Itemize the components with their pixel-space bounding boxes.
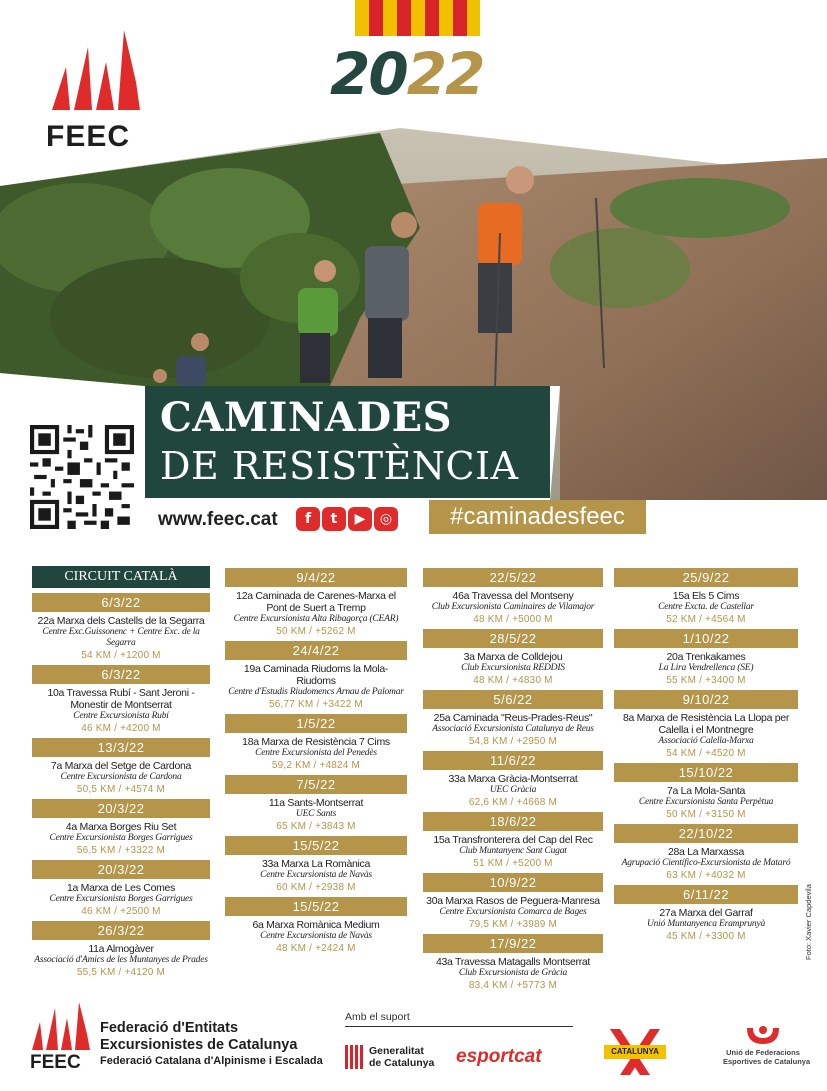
event-name: 10a Travessa Rubí - Sant Jeroni - Monestir de Montserrat <box>47 687 195 711</box>
event-date: 28/5/22 <box>423 629 603 648</box>
year-part-2: 22 <box>406 40 484 108</box>
event-item <box>614 885 798 943</box>
mountain-icon <box>44 22 154 122</box>
event-stats: 55,5 KM / +4120 M <box>76 967 166 978</box>
event-date: 1/10/22 <box>614 629 798 648</box>
event-item <box>225 568 407 638</box>
event-date: 24/4/22 <box>225 641 407 660</box>
event-name: 25a Caminada "Reus-Prades-Reus" <box>433 712 593 724</box>
event-name: 28a La Marxassa <box>667 846 745 858</box>
event-name: 11a Sants-Montserrat <box>268 797 364 809</box>
event-name: 7a Marxa del Setge de Cardona <box>50 760 192 772</box>
event-stats: 48 KM / +5000 M <box>473 614 553 625</box>
event-club: Unió Muntanyenca Eramprunyà <box>646 919 766 929</box>
event-club: Centre Excursionista Rubí <box>73 711 169 721</box>
logo-text: FEEC <box>46 120 131 153</box>
event-stats: 54 KM / +4520 M <box>666 748 746 759</box>
event-stats: 60 KM / +2938 M <box>276 882 356 893</box>
event-name: 43a Travessa Matagalls Montserrat <box>435 956 591 968</box>
event-club: Club Excursionista Caminaires de Vilamajor <box>431 602 595 612</box>
event-club: Centre Excursionista Santa Perpètua <box>638 797 774 807</box>
year-title <box>330 40 505 108</box>
event-item <box>32 921 210 979</box>
event-item <box>614 763 798 821</box>
event-name: 46a Travessa del Montseny <box>452 590 574 602</box>
ufec-mark-icon <box>743 1024 783 1048</box>
event-name: 20a Trenkakames <box>666 651 746 663</box>
event-name: 33a Marxa Gràcia-Montserrat <box>448 773 578 785</box>
event-date: 9/4/22 <box>225 568 407 587</box>
website-link[interactable]: www.feec.cat <box>158 509 278 530</box>
event-club: Centre Excta. de Castellar <box>658 602 754 612</box>
event-item <box>423 873 603 931</box>
event-club: Club Excursionista de Gràcia <box>458 968 568 978</box>
youtube-icon[interactable]: ▶ <box>348 507 372 531</box>
event-club: Centre Excursionista Borges Garrigues <box>49 894 193 904</box>
event-name: 12a Caminada de Carenes-Marxa el Pont de Suert a Tremp <box>236 590 396 614</box>
event-date: 18/6/22 <box>423 812 603 831</box>
event-date: 1/5/22 <box>225 714 407 733</box>
event-item <box>423 934 603 992</box>
event-club: Centre Excursionista de Navàs <box>260 870 372 880</box>
event-club: Agrupació Científico-Excursionista de Mataró <box>621 858 791 868</box>
event-name: 15a Els 5 Cims <box>672 590 740 602</box>
event-date: 17/9/22 <box>423 934 603 953</box>
event-date: 20/3/22 <box>32 799 210 818</box>
catalunya-text: CATALUNYA <box>604 1045 666 1059</box>
event-stats: 46 KM / +2500 M <box>81 906 161 917</box>
event-club: Centre Excursionista de Cardona <box>60 772 182 782</box>
social-icons <box>296 507 398 531</box>
event-stats: 50 KM / +5262 M <box>276 626 356 637</box>
fed-logo-text: FEEC <box>30 1052 81 1072</box>
event-club: Club Excursionista REDDIS <box>461 663 565 673</box>
event-stats: 83,4 KM / +5773 M <box>468 980 558 991</box>
event-date: 5/6/22 <box>423 690 603 709</box>
facebook-icon[interactable]: f <box>296 507 320 531</box>
title-line-1: CAMINADES <box>160 394 453 441</box>
event-club: La Lira Vendrellenca (SE) <box>658 663 754 673</box>
event-date: 10/9/22 <box>423 873 603 892</box>
event-club: Centre Excursionista Comarca de Bages <box>439 907 587 917</box>
event-stats: 46 KM / +4200 M <box>81 723 161 734</box>
event-stats: 55 KM / +3400 M <box>666 675 746 686</box>
federation-logo[interactable] <box>30 1000 100 1072</box>
federation-name-3: Federació Catalana d'Alpinisme i Escalada <box>100 1055 323 1067</box>
event-club: Club Muntanyenc Sant Cugat <box>459 846 567 856</box>
federation-name-2: Excursionistes de Catalunya <box>100 1037 298 1053</box>
event-item <box>423 629 603 687</box>
event-stats: 48 KM / +4830 M <box>473 675 553 686</box>
event-stats: 59,2 KM / +4824 M <box>271 760 361 771</box>
circuit-label: CIRCUIT CATALÀ <box>32 566 210 588</box>
instagram-icon[interactable]: ◎ <box>374 507 398 531</box>
event-date: 6/3/22 <box>32 665 210 684</box>
event-date: 7/5/22 <box>225 775 407 794</box>
event-stats: 63 KM / +4032 M <box>666 870 746 881</box>
event-stats: 65 KM / +3843 M <box>276 821 356 832</box>
event-name: 3a Marxa de Colldejou <box>463 651 563 663</box>
event-name: 33a Marxa La Romànica <box>261 858 371 870</box>
event-club: Centre Excursionista de Navàs <box>260 931 372 941</box>
event-name: 11a Almogàver <box>88 943 154 955</box>
event-stats: 50 KM / +3150 M <box>666 809 746 820</box>
event-date: 6/11/22 <box>614 885 798 904</box>
event-item <box>225 897 407 955</box>
event-date: 22/10/22 <box>614 824 798 843</box>
event-stats: 50,5 KM / +4574 M <box>76 784 166 795</box>
event-name: 15a Transfronterera del Cap del Rec <box>433 834 593 846</box>
event-club: Associació Calella-Marxa <box>658 736 754 746</box>
esportcat-logo[interactable]: esportcat <box>456 1046 542 1067</box>
catalan-flag <box>355 0 480 36</box>
support-label: Amb el suport <box>345 1011 410 1023</box>
event-club: Associació Excursionista Catalunya de Reus <box>432 724 594 734</box>
twitter-icon[interactable]: t <box>322 507 346 531</box>
event-item <box>32 860 210 918</box>
event-name: 30a Marxa Rasos de Peguera-Manresa <box>426 895 600 907</box>
event-item <box>32 738 210 796</box>
event-item <box>423 812 603 870</box>
title-line-2: DE RESISTÈNCIA <box>160 444 519 488</box>
event-stats: 62,6 KM / +4668 M <box>468 797 558 808</box>
event-item <box>423 751 603 809</box>
event-club: Associació d'Amics de les Muntanyes de Prades <box>34 955 208 965</box>
event-club: Centre Excursionista del Penedès <box>255 748 377 758</box>
event-item <box>32 593 210 662</box>
event-date: 15/10/22 <box>614 763 798 782</box>
ufec-line-2: Esportives de Catalunya <box>723 1057 811 1066</box>
event-club: Centre Excursionista Borges Garrigues <box>49 833 193 843</box>
event-item <box>614 824 798 882</box>
generalitat-line-1: Generalitat <box>369 1045 424 1057</box>
event-item <box>614 568 798 626</box>
federation-name-1: Federació d'Entitats <box>100 1020 239 1036</box>
event-stats: 79,5 KM / +3989 M <box>468 919 558 930</box>
event-name: 18a Marxa de Resistència 7 Cims <box>242 736 390 748</box>
event-date: 15/5/22 <box>225 836 407 855</box>
event-item <box>225 775 407 833</box>
event-club: Centre Excursionista Alta Ribagorça (CEAR) <box>233 614 399 624</box>
event-name: 4a Marxa Borges Riu Set <box>65 821 177 833</box>
event-item <box>423 568 603 626</box>
event-name: 19a Caminada Riudoms la Mola-Riudoms <box>243 663 389 687</box>
event-date: 20/3/22 <box>32 860 210 879</box>
generalitat-line-2: de Catalunya <box>369 1057 435 1069</box>
event-stats: 54 KM / +1200 M <box>81 650 161 661</box>
event-stats: 52 KM / +4564 M <box>666 614 746 625</box>
event-item <box>32 665 210 735</box>
event-item <box>423 690 603 748</box>
event-item <box>614 629 798 687</box>
event-date: 9/10/22 <box>614 690 798 709</box>
event-name: 27a Marxa del Garraf <box>659 907 753 919</box>
event-club: Centre Exc.Guissonenc + Centre Exc. de la Segarra <box>42 627 200 648</box>
event-item <box>614 690 798 760</box>
event-date: 6/3/22 <box>32 593 210 612</box>
event-item <box>225 836 407 894</box>
event-stats: 51 KM / +5200 M <box>473 858 553 869</box>
event-stats: 45 KM / +3300 M <box>666 931 746 942</box>
qr-code[interactable] <box>30 425 134 529</box>
event-name: 7a La Mola-Santa <box>666 785 746 797</box>
event-date: 11/6/22 <box>423 751 603 770</box>
event-date: 22/5/22 <box>423 568 603 587</box>
event-club: UEC Sants <box>295 809 337 819</box>
event-item <box>225 714 407 772</box>
event-item <box>225 641 407 711</box>
support-divider <box>345 1026 573 1027</box>
event-stats: 48 KM / +2424 M <box>276 943 356 954</box>
year-part-1: 20 <box>330 40 407 108</box>
ufec-line-1: Unió de Federacions <box>726 1048 800 1057</box>
event-club: Centre d'Estudis Riudomencs Arnau de Palomar <box>228 687 404 697</box>
event-club: UEC Gràcia <box>489 785 537 795</box>
event-date: 13/3/22 <box>32 738 210 757</box>
event-name: 1a Marxa de Les Comes <box>66 882 176 894</box>
generalitat-bars-icon <box>345 1045 365 1069</box>
photo-credit: Foto: Xavier Capdevila <box>804 884 813 960</box>
hashtag[interactable]: #caminadesfeec <box>429 500 646 534</box>
event-name: 6a Marxa Romànica Medium <box>252 919 380 931</box>
catalunya-logo[interactable] <box>600 1027 670 1077</box>
event-date: 25/9/22 <box>614 568 798 587</box>
event-name: 8a Marxa de Resistència La Llopa per Calella i el Montnegre <box>622 712 790 736</box>
ufec-logo[interactable] <box>723 1024 811 1079</box>
event-date: 26/3/22 <box>32 921 210 940</box>
event-item <box>32 799 210 857</box>
event-stats: 56,77 KM / +3422 M <box>269 699 363 710</box>
event-stats: 56,5 KM / +3322 M <box>76 845 166 856</box>
event-date: 15/5/22 <box>225 897 407 916</box>
event-name: 22a Marxa dels Castells de la Segarra <box>37 615 205 627</box>
event-stats: 54,8 KM / +2950 M <box>468 736 558 747</box>
